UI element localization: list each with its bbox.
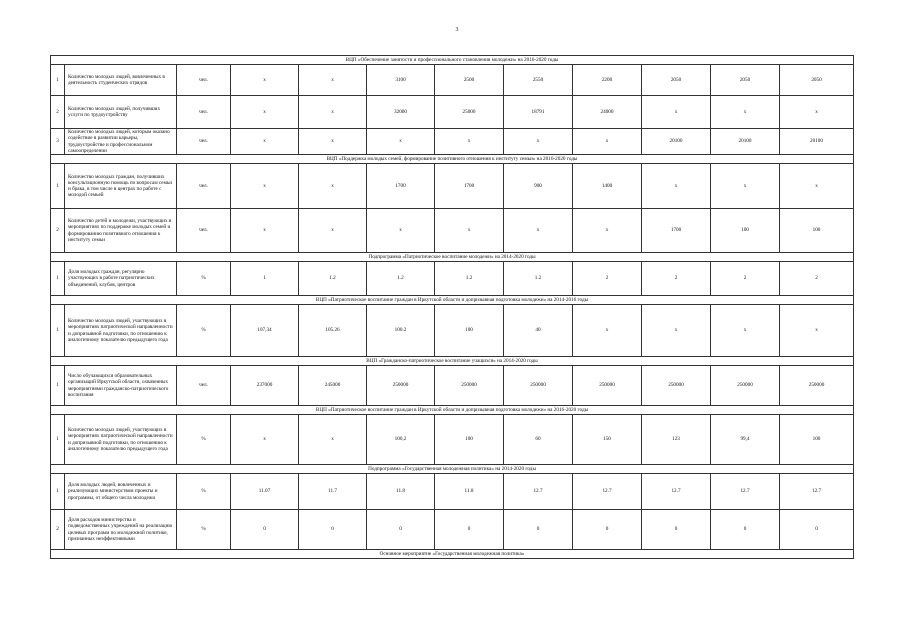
value-cell-3: 1.2	[367, 262, 435, 296]
indicator-name: Количество молодых людей, которым оказано содействие в развитии карьеры, трудоустройстве и профессиональном самоопределении	[65, 129, 177, 155]
section-header-row	[51, 253, 854, 262]
value-cell-2: 1.2	[299, 262, 367, 296]
value-cell-7: 1700	[642, 209, 711, 253]
table-row	[51, 65, 854, 96]
table-row	[51, 366, 854, 406]
value-cell-4: 0	[435, 510, 504, 550]
value-cell-8: 2050	[711, 65, 780, 96]
table-row	[51, 305, 854, 357]
table-row	[51, 164, 854, 209]
value-cell-4: 2500	[435, 65, 504, 96]
value-cell-5: x	[504, 129, 573, 155]
table-row	[51, 474, 854, 510]
value-cell-9: 100	[780, 209, 854, 253]
value-cell-2: x	[299, 164, 367, 209]
value-cell-9: 100	[780, 415, 854, 465]
value-cell-9: 0	[780, 510, 854, 550]
value-cell-1: 107,34	[231, 305, 299, 357]
value-cell-3: 32000	[367, 96, 435, 129]
indicators-table	[50, 55, 854, 559]
value-cell-7: x	[642, 96, 711, 129]
value-cell-6: 150	[573, 415, 642, 465]
row-number: 2	[51, 209, 65, 253]
value-cell-2: 11.7	[299, 474, 367, 510]
value-cell-8: x	[711, 164, 780, 209]
unit-cell: %	[177, 415, 231, 465]
value-cell-7: 0	[642, 510, 711, 550]
row-number: 1	[51, 474, 65, 510]
value-cell-2: x	[299, 129, 367, 155]
value-cell-3: 250000	[367, 366, 435, 406]
row-number: 3	[51, 129, 65, 155]
indicator-name: Число обучающихся образовательных организаций Иркутской области, охваченных мероприятиями гражданско-патриотического воспитания	[65, 366, 177, 406]
indicator-name: Количество детей и молодежи, участвующих в мероприятиях по поддержке молодых семей и формированию позитивного отношения к институту семьи	[65, 209, 177, 253]
value-cell-2: x	[299, 65, 367, 96]
value-cell-2: 105.26	[299, 305, 367, 357]
value-cell-3: 0	[367, 510, 435, 550]
value-cell-7: x	[642, 305, 711, 357]
value-cell-4: 100	[435, 305, 504, 357]
value-cell-8: 20100	[711, 129, 780, 155]
indicator-name: Количество молодых людей, вовлеченных в деятельность студенческих отрядов	[65, 65, 177, 96]
value-cell-5: 12.7	[504, 474, 573, 510]
table-row	[51, 510, 854, 550]
value-cell-5: 40	[504, 305, 573, 357]
section-header-row	[51, 357, 854, 366]
value-cell-5: 900	[504, 164, 573, 209]
value-cell-3: x	[367, 129, 435, 155]
value-cell-3: 100,2	[367, 415, 435, 465]
value-cell-5: 18791	[504, 96, 573, 129]
value-cell-6: 1400	[573, 164, 642, 209]
value-cell-4: x	[435, 129, 504, 155]
value-cell-6: 2200	[573, 65, 642, 96]
unit-cell: чел.	[177, 164, 231, 209]
row-number: 2	[51, 510, 65, 550]
value-cell-6: x	[573, 305, 642, 357]
section-header-row	[51, 296, 854, 305]
value-cell-4: 250000	[435, 366, 504, 406]
value-cell-9: 2050	[780, 65, 854, 96]
indicator-name: Количество молодых граждан, получивших консультационную помощь по вопросам семьи и брака, в том числе в центрах по работе с молодой семьей	[65, 164, 177, 209]
value-cell-4: 1.2	[435, 262, 504, 296]
value-cell-2: x	[299, 415, 367, 465]
indicator-name: Количество молодых людей, участвующих в мероприятиях патриотической направленности и допризывной подготовки, по отношению к аналогичному показателю предыдущего года	[65, 305, 177, 357]
value-cell-1: 237000	[231, 366, 299, 406]
value-cell-1: x	[231, 65, 299, 96]
table-row	[51, 262, 854, 296]
unit-cell: %	[177, 510, 231, 550]
value-cell-5: 60	[504, 415, 573, 465]
unit-cell: чел.	[177, 209, 231, 253]
value-cell-1: x	[231, 164, 299, 209]
value-cell-1: 1	[231, 262, 299, 296]
value-cell-3: 3100	[367, 65, 435, 96]
value-cell-1: x	[231, 96, 299, 129]
value-cell-8: 100	[711, 209, 780, 253]
row-number: 1	[51, 366, 65, 406]
value-cell-4: x	[435, 209, 504, 253]
unit-cell: %	[177, 262, 231, 296]
value-cell-3: 100.2	[367, 305, 435, 357]
value-cell-5: 250000	[504, 366, 573, 406]
value-cell-2: 245000	[299, 366, 367, 406]
unit-cell: чел.	[177, 366, 231, 406]
row-number: 1	[51, 415, 65, 465]
value-cell-9: x	[780, 96, 854, 129]
value-cell-8: x	[711, 96, 780, 129]
value-cell-7: 2050	[642, 65, 711, 96]
section-header-row	[51, 56, 854, 65]
value-cell-6: 2	[573, 262, 642, 296]
section-title: Подпрограмма «Государственная молодежная политика» на 2014-2020 годы	[51, 465, 854, 474]
value-cell-2: x	[299, 96, 367, 129]
value-cell-8: 99,4	[711, 415, 780, 465]
value-cell-4: 11.8	[435, 474, 504, 510]
value-cell-1: x	[231, 415, 299, 465]
value-cell-6: x	[573, 209, 642, 253]
section-header-row	[51, 406, 854, 415]
section-title: ВЦП «Гражданско-патриотическое воспитание учащихся» на 2014-2020 годы	[51, 357, 854, 366]
row-number: 1	[51, 262, 65, 296]
value-cell-4: 25000	[435, 96, 504, 129]
section-header-row	[51, 155, 854, 164]
value-cell-6: 0	[573, 510, 642, 550]
value-cell-2: 0	[299, 510, 367, 550]
section-title: Основное мероприятие «Государственная молодежная политика»	[51, 550, 854, 559]
value-cell-8: 12.7	[711, 474, 780, 510]
value-cell-9: x	[780, 164, 854, 209]
value-cell-5: 0	[504, 510, 573, 550]
value-cell-7: 250000	[642, 366, 711, 406]
section-header-row	[51, 465, 854, 474]
value-cell-9: 2	[780, 262, 854, 296]
value-cell-8: 0	[711, 510, 780, 550]
value-cell-3: 1700	[367, 164, 435, 209]
row-number: 1	[51, 65, 65, 96]
value-cell-1: x	[231, 129, 299, 155]
value-cell-2: x	[299, 209, 367, 253]
value-cell-9: 20100	[780, 129, 854, 155]
unit-cell: чел.	[177, 65, 231, 96]
table-row	[51, 129, 854, 155]
value-cell-9: 12.7	[780, 474, 854, 510]
value-cell-9: 250000	[780, 366, 854, 406]
value-cell-6: 12.7	[573, 474, 642, 510]
value-cell-4: 1700	[435, 164, 504, 209]
value-cell-8: 2	[711, 262, 780, 296]
value-cell-6: 24000	[573, 96, 642, 129]
value-cell-4: 100	[435, 415, 504, 465]
value-cell-1: 0	[231, 510, 299, 550]
indicator-name: Доля молодых граждан, регулярно участвующих в работе патриотических объединений, клубов, центров	[65, 262, 177, 296]
indicator-name: Количество молодых людей, получивших услуги по трудоустройству	[65, 96, 177, 129]
unit-cell: %	[177, 305, 231, 357]
row-number: 1	[51, 164, 65, 209]
value-cell-7: 123	[642, 415, 711, 465]
value-cell-1: x	[231, 209, 299, 253]
page-number: 3	[455, 27, 459, 33]
value-cell-5: 2550	[504, 65, 573, 96]
value-cell-7: 20100	[642, 129, 711, 155]
value-cell-6: x	[573, 129, 642, 155]
unit-cell: чел.	[177, 96, 231, 129]
value-cell-8: x	[711, 305, 780, 357]
section-title: ВЦП «Патриотическое воспитание граждан в Иркутской области и допризывная подготовка молодежи» на 2014-2016 годы	[51, 296, 854, 305]
indicator-name: Количество молодых людей, участвующих в мероприятиях патриотической направленности и допризывной подготовки, по отношению к аналогичному показателю предыдущего года	[65, 415, 177, 465]
section-title: ВЦП «Поддержка молодых семей, формирование позитивного отношения к институту семьи» на 2016-2020 годы	[51, 155, 854, 164]
section-title: Подпрограмма «Патриотическое воспитание молодежи» на 2014-2020 годы	[51, 253, 854, 262]
unit-cell: чел.	[177, 129, 231, 155]
value-cell-9: x	[780, 305, 854, 357]
value-cell-6: 250000	[573, 366, 642, 406]
row-number: 1	[51, 305, 65, 357]
table-row	[51, 209, 854, 253]
value-cell-7: 12.7	[642, 474, 711, 510]
value-cell-3: x	[367, 209, 435, 253]
indicator-name: Доля расходов министерства и подведомственных учреждений на реализацию целевых программ по молодежной политике, признанных неэффективными	[65, 510, 177, 550]
value-cell-3: 11.8	[367, 474, 435, 510]
section-title: ВЦП «Патриотическое воспитание граждан в Иркутской области и допризывная подготовка молодежи» на 2016-2020 годы	[51, 406, 854, 415]
value-cell-1: 11.07	[231, 474, 299, 510]
value-cell-7: x	[642, 164, 711, 209]
table-row	[51, 96, 854, 129]
value-cell-8: 250000	[711, 366, 780, 406]
section-header-row	[51, 550, 854, 559]
unit-cell: %	[177, 474, 231, 510]
value-cell-5: 1.2	[504, 262, 573, 296]
row-number: 2	[51, 96, 65, 129]
value-cell-7: 2	[642, 262, 711, 296]
value-cell-5: x	[504, 209, 573, 253]
indicator-name: Доля молодых людей, вовлеченных и реализующих министерством проекты и программы, от общего числа молодежи	[65, 474, 177, 510]
table-row	[51, 415, 854, 465]
section-title: ВЦП «Обеспечение занятости и профессионального становления молодежи» на 2016-2020 годы	[51, 56, 854, 65]
